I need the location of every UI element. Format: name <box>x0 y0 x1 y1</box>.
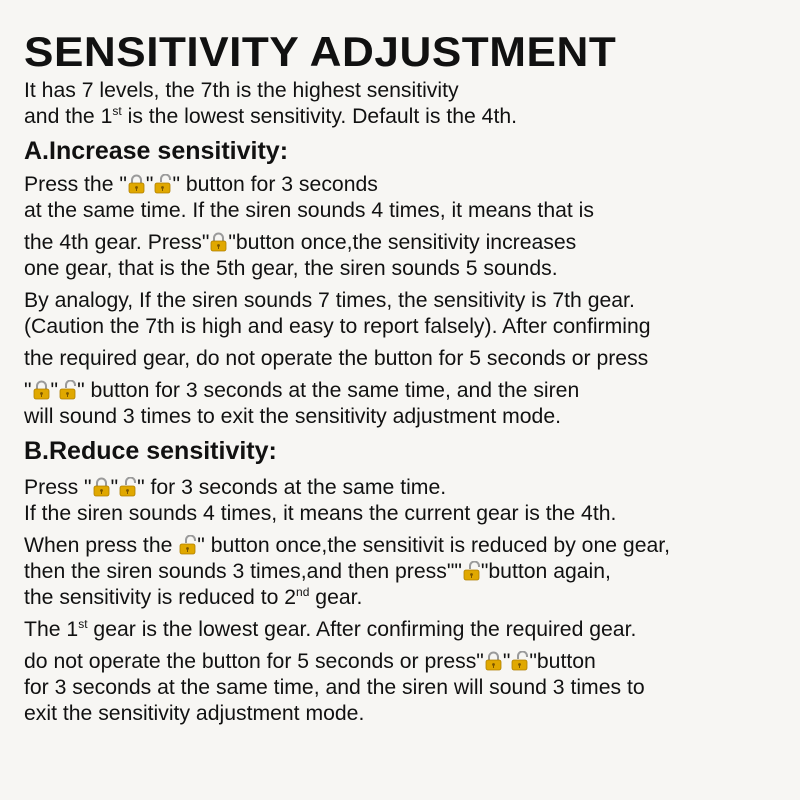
section-b-line-6 <box>24 617 784 643</box>
superscript: st <box>78 616 88 631</box>
lock-icon <box>485 651 502 671</box>
section-b-line-8: for 3 seconds at the same time, and the siren will sound 3 times to <box>24 676 645 699</box>
intro-line-1: It has 7 levels, the 7th is the highest sensitivity <box>24 79 459 102</box>
text: "button <box>529 650 596 673</box>
section-b-line-4 <box>24 559 784 585</box>
manual-page <box>24 30 784 727</box>
section-b-line-2: If the siren sounds 4 times, it means the current gear is the 4th. <box>24 502 617 525</box>
section-b-heading: B.Reduce sensitivity: <box>24 437 277 465</box>
section-a-line-3 <box>24 230 784 256</box>
text: gear is the lowest gear. After confirming the required gear. <box>87 618 637 641</box>
unlock-icon <box>154 174 171 194</box>
superscript: st <box>112 103 122 118</box>
section-b-line-9: exit the sensitivity adjustment mode. <box>24 702 365 725</box>
text: " button once,the sensitivit is reduced by one gear, <box>197 534 671 557</box>
unlock-icon <box>179 535 196 555</box>
section-a-line-9: will sound 3 times to exit the sensitivity adjustment mode. <box>24 405 561 428</box>
section-a-line-7: the required gear, do not operate the button for 5 seconds or press <box>24 347 649 370</box>
text: " <box>24 379 32 402</box>
section-b-line-3 <box>24 533 784 559</box>
section-b-line-7 <box>24 649 784 675</box>
lock-icon <box>93 477 110 497</box>
text: do not operate the button for 5 seconds or press" <box>24 650 484 673</box>
section-a-line-2: at the same time. If the siren sounds 4 times, it means that is <box>24 199 594 222</box>
text: " <box>502 650 511 673</box>
text: is the lowest sensitivity. Default is the 4th. <box>121 105 517 128</box>
text: the sensitivity is reduced to 2 <box>24 586 297 609</box>
unlock-icon <box>511 651 528 671</box>
section-a-line-4: one gear, that is the 5th gear, the siren sounds 5 sounds. <box>24 257 558 280</box>
lock-icon <box>210 232 227 252</box>
text: Press " <box>24 476 92 499</box>
section-a-body <box>24 172 784 430</box>
intro-paragraph <box>24 78 784 130</box>
unlock-icon <box>119 477 136 497</box>
unlock-icon <box>59 380 76 400</box>
page-title: SENSITIVITY ADJUSTMENT <box>24 28 617 75</box>
text: " <box>145 173 154 196</box>
text: " <box>110 476 119 499</box>
text: When press the <box>24 534 179 557</box>
text: " button for 3 seconds <box>172 173 378 196</box>
text: then the siren sounds 3 times,and then press"" <box>24 560 462 583</box>
lock-icon <box>128 174 145 194</box>
text: "button once,the sensitivity increases <box>228 231 577 254</box>
text: Press the " <box>24 173 127 196</box>
section-b-line-5 <box>24 585 784 611</box>
section-a-line-6: (Caution the 7th is high and easy to report falsely). After confirming <box>24 315 651 338</box>
text: gear. <box>309 586 363 609</box>
text: the 4th gear. Press" <box>24 231 210 254</box>
intro-line-2 <box>24 104 784 130</box>
section-a-line-5: By analogy, If the siren sounds 7 times, the sensitivity is 7th gear. <box>24 289 635 312</box>
lock-icon <box>33 380 50 400</box>
text: " <box>50 379 59 402</box>
unlock-icon <box>463 561 480 581</box>
section-b-body <box>24 475 784 727</box>
text: and the 1 <box>24 105 113 128</box>
section-a-heading: A.Increase sensitivity: <box>24 137 289 165</box>
text: " for 3 seconds at the same time. <box>137 476 447 499</box>
section-a-line-1 <box>24 172 784 198</box>
section-b-line-1 <box>24 475 784 501</box>
section-a-line-8 <box>24 378 784 404</box>
superscript: nd <box>296 584 310 599</box>
text: " button for 3 seconds at the same time, and the siren <box>77 379 580 402</box>
text: The 1 <box>24 618 79 641</box>
text: "button again, <box>480 560 611 583</box>
